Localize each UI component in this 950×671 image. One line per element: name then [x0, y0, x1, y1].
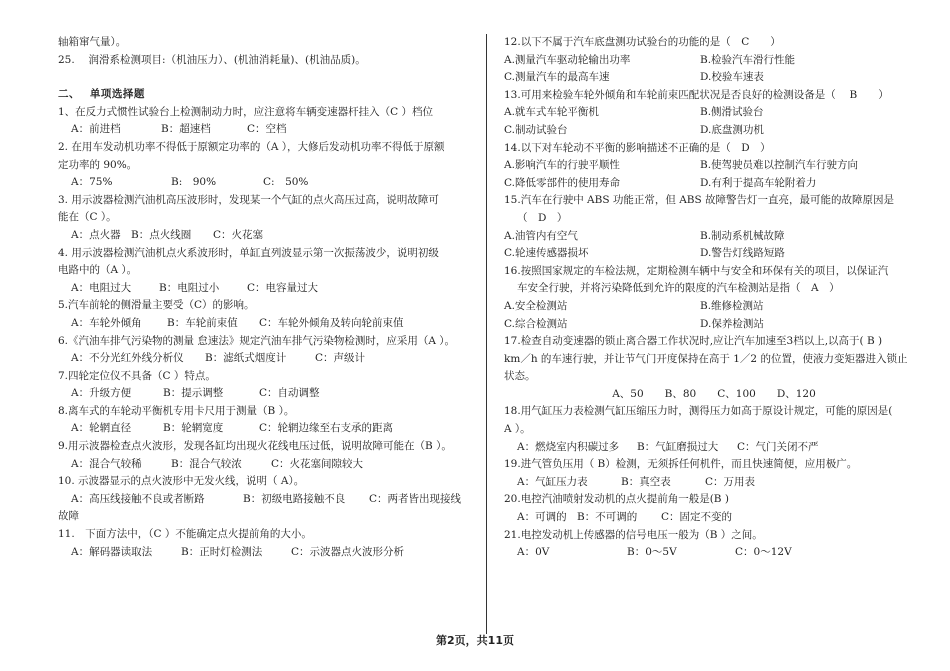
option-a: A：燃烧室内积碳过多 — [517, 440, 620, 453]
question-3-options — [58, 227, 468, 245]
option-c: C：气门关闭不严 — [737, 440, 819, 453]
option-c: C：电容量过大 — [247, 281, 319, 294]
option-c: C.制动试验台 — [504, 123, 568, 136]
option-b: B：不可调的 — [577, 511, 638, 524]
question-1-options — [58, 121, 468, 139]
option-a: A：轮辋直径 — [71, 422, 132, 435]
section-heading: 二、 单项选择题 — [58, 88, 145, 101]
question-19-options — [504, 474, 924, 492]
option-b: B：超速档 — [161, 123, 211, 136]
option-b: B：提示调整 — [163, 387, 224, 400]
option-b: B: 90% — [171, 176, 217, 189]
option-a: A：高压线接触不良或者断路 — [71, 492, 205, 505]
option-a: A：前进档 — [71, 123, 121, 136]
question-18-options — [504, 439, 924, 457]
question-20-options — [504, 509, 924, 527]
option-b: B：混合气较浓 — [171, 457, 242, 470]
option-c: C：自动调整 — [259, 387, 320, 400]
option-b: B.侧滑试验台 — [700, 106, 764, 119]
option-c: C：声级计 — [315, 352, 366, 365]
option-b: B：轮辋宽度 — [163, 422, 224, 435]
option-a: A：电阻过大 — [71, 281, 132, 294]
option-b: B：车轮前束值 — [167, 316, 238, 329]
question-17-cont2: 状态。 — [504, 370, 536, 383]
question-14: 14.以下对车轮动不平衡的影响描述不正确的是（ D ） — [504, 141, 771, 154]
option-d: D.有利于提高车轮附着力 — [700, 176, 817, 189]
question-10-options — [58, 491, 468, 509]
question-5: 5.汽车前轮的侧滑量主要受（C）的影响。 — [58, 299, 255, 312]
option-a: A.就车式车轮平衡机 — [504, 106, 599, 119]
question-2: 2. 在用车发动机功率不得低于原额定功率的（A ），大修后发动机功率不得低于原额 — [58, 140, 445, 153]
option-b: B.制动系机械故障 — [700, 229, 785, 242]
option-c: C：车轮外倾角及转向轮前束值 — [259, 316, 404, 329]
option-b: B：正时灯检测法 — [181, 545, 263, 558]
text-line: 轴箱窜气量）。 — [58, 36, 127, 48]
question-11: 11. 下面方法中，（C ）不能确定点火提前角的大小。 — [58, 528, 312, 541]
option-b: B：点火线圈 — [131, 228, 192, 241]
page-number: 第2页，共11页 — [436, 634, 514, 647]
option-a: A：不分光红外线分析仪 — [71, 352, 184, 365]
option-a: A.安全检测站 — [504, 299, 568, 312]
option-a: A.影响汽车的行驶平顺性 — [504, 159, 620, 172]
option-a: A：混合气较稀 — [71, 457, 142, 470]
option-c: C：火花塞间隙较大 — [271, 457, 364, 470]
question-5-options — [58, 315, 468, 333]
option-b: B：初级电路接触不良 — [243, 492, 346, 505]
question-2-cont: 定功率的 90%。 — [58, 158, 138, 171]
question-16-options — [504, 298, 924, 333]
option-c: C：固定不变的 — [661, 511, 733, 524]
option-d: D.保养检测站 — [700, 317, 764, 330]
question-11-options — [58, 544, 468, 562]
question-13-options — [504, 104, 924, 139]
option-b: B：电阻过小 — [159, 281, 220, 294]
option-c: C：两者皆出现接线 — [369, 492, 462, 505]
option-c: C：万用表 — [705, 475, 756, 488]
option-a: A：75% — [71, 176, 113, 189]
option-a: A：解码器读取法 — [71, 545, 153, 558]
question-7: 7.四轮定位仪不具备（C ）特点。 — [58, 369, 216, 382]
question-20: 20.电控汽油喷射发动机的点火提前角一般是(B ) — [504, 493, 729, 506]
question-4-cont: 电路中的（A ）。 — [58, 264, 138, 277]
question-13: 13.可用来检验车轮外倾角和车轮前束匹配状况是否良好的检测设备是（ B ） — [504, 88, 889, 101]
question-17-options: A、50 B、80 C、100 D、120 — [612, 387, 816, 400]
option-a: A：气缸压力表 — [517, 475, 588, 488]
option-c: C：示波器点火波形分析 — [291, 545, 405, 558]
question-12: 12.以下不属于汽车底盘测功试验台的功能的是（ C ） — [504, 36, 781, 48]
question-15: 15.汽车在行驶中 ABS 功能正常，但 ABS 故障警告灯一直亮，最可能的故障原因是 — [504, 194, 895, 207]
option-b: B.使驾驶员难以控制汽车行驶方向 — [700, 159, 859, 172]
option-c: C.降低零部件的使用寿命 — [504, 176, 620, 189]
question-21-options — [504, 544, 924, 562]
option-a: A：可调的 — [517, 511, 567, 524]
left-column — [58, 34, 468, 561]
right-column — [504, 34, 924, 562]
item-25: 25. 润滑系检测项目:（机油压力）、(机油消耗量)、(机油品质)。 — [58, 53, 366, 66]
question-21: 21.电控发动机上传感器的信号电压一般为（B ）之间。 — [504, 528, 763, 541]
question-18: 18.用气缸压力表检测气缸压缩压力时，测得压力如高于原设计规定，可能的原因是( — [504, 405, 893, 418]
question-3-cont: 能在（C ）。 — [58, 211, 117, 224]
option-c: C：0～12V — [735, 546, 792, 559]
option-c: C：空档 — [247, 123, 287, 136]
question-15-options — [504, 228, 924, 263]
question-16-cont: 车安全行驶，并将污染降低到允许的限度的汽车检测站是指（ A ） — [517, 282, 840, 295]
option-a: A：车轮外倾角 — [71, 316, 142, 329]
option-a: A：升级方便 — [71, 387, 132, 400]
option-b: B：滤纸式烟度计 — [205, 352, 287, 365]
question-2-options — [58, 174, 468, 192]
option-c: C.综合检测站 — [504, 317, 568, 330]
question-18-cont: A ）。 — [504, 423, 531, 436]
question-8: 8.离车式的车轮动平衡机专用卡尺用于测量（B ）。 — [58, 404, 295, 417]
option-a: A.油管内有空气 — [504, 229, 578, 242]
question-8-options — [58, 420, 468, 438]
option-a: A：点火器 — [71, 228, 121, 241]
option-d: D.底盘测功机 — [700, 123, 764, 136]
option-b: B：真空表 — [621, 475, 671, 488]
question-3: 3. 用示波器检测汽油机高压波形时，发现某一个气缸的点火高压过高，说明故障可 — [58, 193, 439, 206]
question-16: 16.按照国家规定的车检法规，定期检测车辆中与安全和环保有关的项目，以保证汽 — [504, 264, 889, 277]
option-c: C.轮速传感器损坏 — [504, 247, 589, 260]
question-17: 17.检查自动变速器的锁止离合器工作状况时,应让汽车加速至3档以上,以高于( B ) — [504, 335, 883, 348]
question-19: 19.进气管负压用（ B）检测，无须拆任何机件，而且快速简便，应用极广。 — [504, 458, 858, 471]
option-b: B.维修检测站 — [700, 299, 764, 312]
question-10-cont: 故障 — [58, 510, 79, 523]
option-b: B：0～5V — [627, 546, 677, 559]
option-b: B：气缸磨损过大 — [637, 440, 719, 453]
option-c: C: 50% — [263, 176, 309, 189]
question-1: 1、在反力式惯性试验台上检测制动力时，应注意将车辆变速器杆挂入（C ）档位 — [58, 105, 434, 118]
option-d: D.警告灯线路短路 — [700, 247, 785, 260]
question-4-options — [58, 280, 468, 298]
option-c: C：轮辋边缘至右支承的距离 — [259, 422, 394, 435]
option-a: A.测量汽车驱动轮输出功率 — [504, 53, 631, 66]
option-d: D.校验车速表 — [700, 71, 764, 84]
question-4: 4. 用示波器检测汽油机点火系波形时，单缸直列波显示第一次振荡波少，说明初级 — [58, 246, 439, 259]
option-b: B.检验汽车滑行性能 — [700, 53, 796, 66]
question-14-options — [504, 157, 924, 192]
question-10: 10. 示波器显示的点火波形中无发火线，说明（ A）。 — [58, 475, 305, 488]
question-9: 9.用示波器检查点火波形，发现各缸均出现火花线电压过低，说明故障可能在（B ）。 — [58, 440, 452, 453]
question-15-cont: （ D ） — [517, 211, 568, 224]
option-a: A：0V — [517, 546, 550, 559]
question-17-cont: km／h 的车速行驶，并让节气门开度保持在高于 1／2 的位置，使液力变矩器进入锁止 — [504, 352, 908, 365]
question-7-options — [58, 385, 468, 403]
question-9-options — [58, 456, 468, 474]
option-c: C：火花塞 — [213, 228, 264, 241]
question-6: 6.《汽油车排气污染物的测量 怠速法》规定汽油车排气污染物检测时，应采用（A ）。 — [58, 334, 456, 347]
question-12-options — [504, 52, 924, 87]
option-c: C.测量汽车的最高车速 — [504, 71, 610, 84]
column-divider — [486, 34, 487, 634]
question-6-options — [58, 350, 468, 368]
